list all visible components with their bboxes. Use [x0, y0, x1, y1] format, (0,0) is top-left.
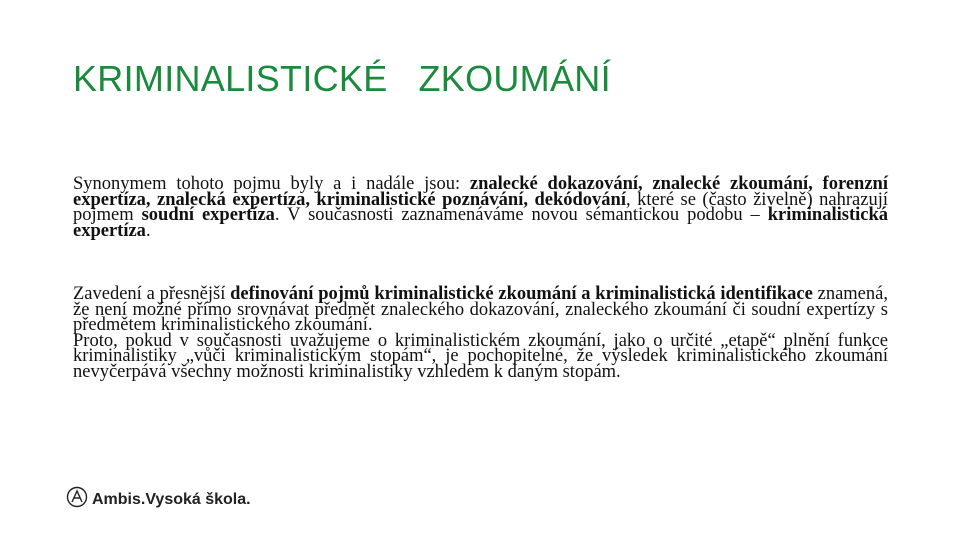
p2-bold-1: definování pojmů kriminalistické zkoumání a kriminalistická identifikace	[230, 284, 813, 304]
p1-text-4: .	[145, 220, 151, 241]
p1-text-1: Synonymem tohoto pojmu byly a i nadále jsou:	[73, 174, 470, 194]
p1-text-3: . V současnosti zaznamenáváme novou sémantickou podobu –	[274, 205, 768, 225]
p2-text-1: Zavedení a přesnější	[73, 284, 231, 304]
ambis-logo-icon	[66, 486, 88, 513]
p1-text-2: , které se (často živelně) nahrazují pojmem	[73, 189, 888, 225]
p1-bold-3: kriminalistická expertíza	[73, 205, 888, 241]
p1-bold-1: znalecké dokazování, znalecké zkoumání, forenzní expertíza, znalecká expertíza, kriminalistické poznávání, dekódování	[73, 174, 888, 210]
p1-bold-2: soudní expertíza	[141, 205, 275, 225]
p2-text-2: znamená, že není možné přímo srovnávat předmět znaleckého dokazování, znaleckého zkoumání či soudní expertízy s předmětem kriminalistického zkoumání.	[73, 284, 888, 335]
slide-title: KRIMINALISTICKÉ ZKOUMÁNÍ	[73, 58, 611, 99]
paragraph-synonyms	[73, 174, 888, 241]
footer-logo	[66, 486, 251, 513]
p2-text-3: Proto, pokud v současnosti uvažujeme o kriminalistickém zkoumání, jako o určité „etapě“ plnění funkce kriminalistiky „vůči kriminalistickým stopám“, je pochopitelné, že výsledek kriminalistického zkoumání nevyčerpává všechny možnosti kriminalistiky vzhledem k daným stopám.	[73, 330, 888, 382]
logo-text: Ambis.Vysoká škola.	[92, 490, 251, 508]
paragraph-definition	[73, 284, 888, 382]
